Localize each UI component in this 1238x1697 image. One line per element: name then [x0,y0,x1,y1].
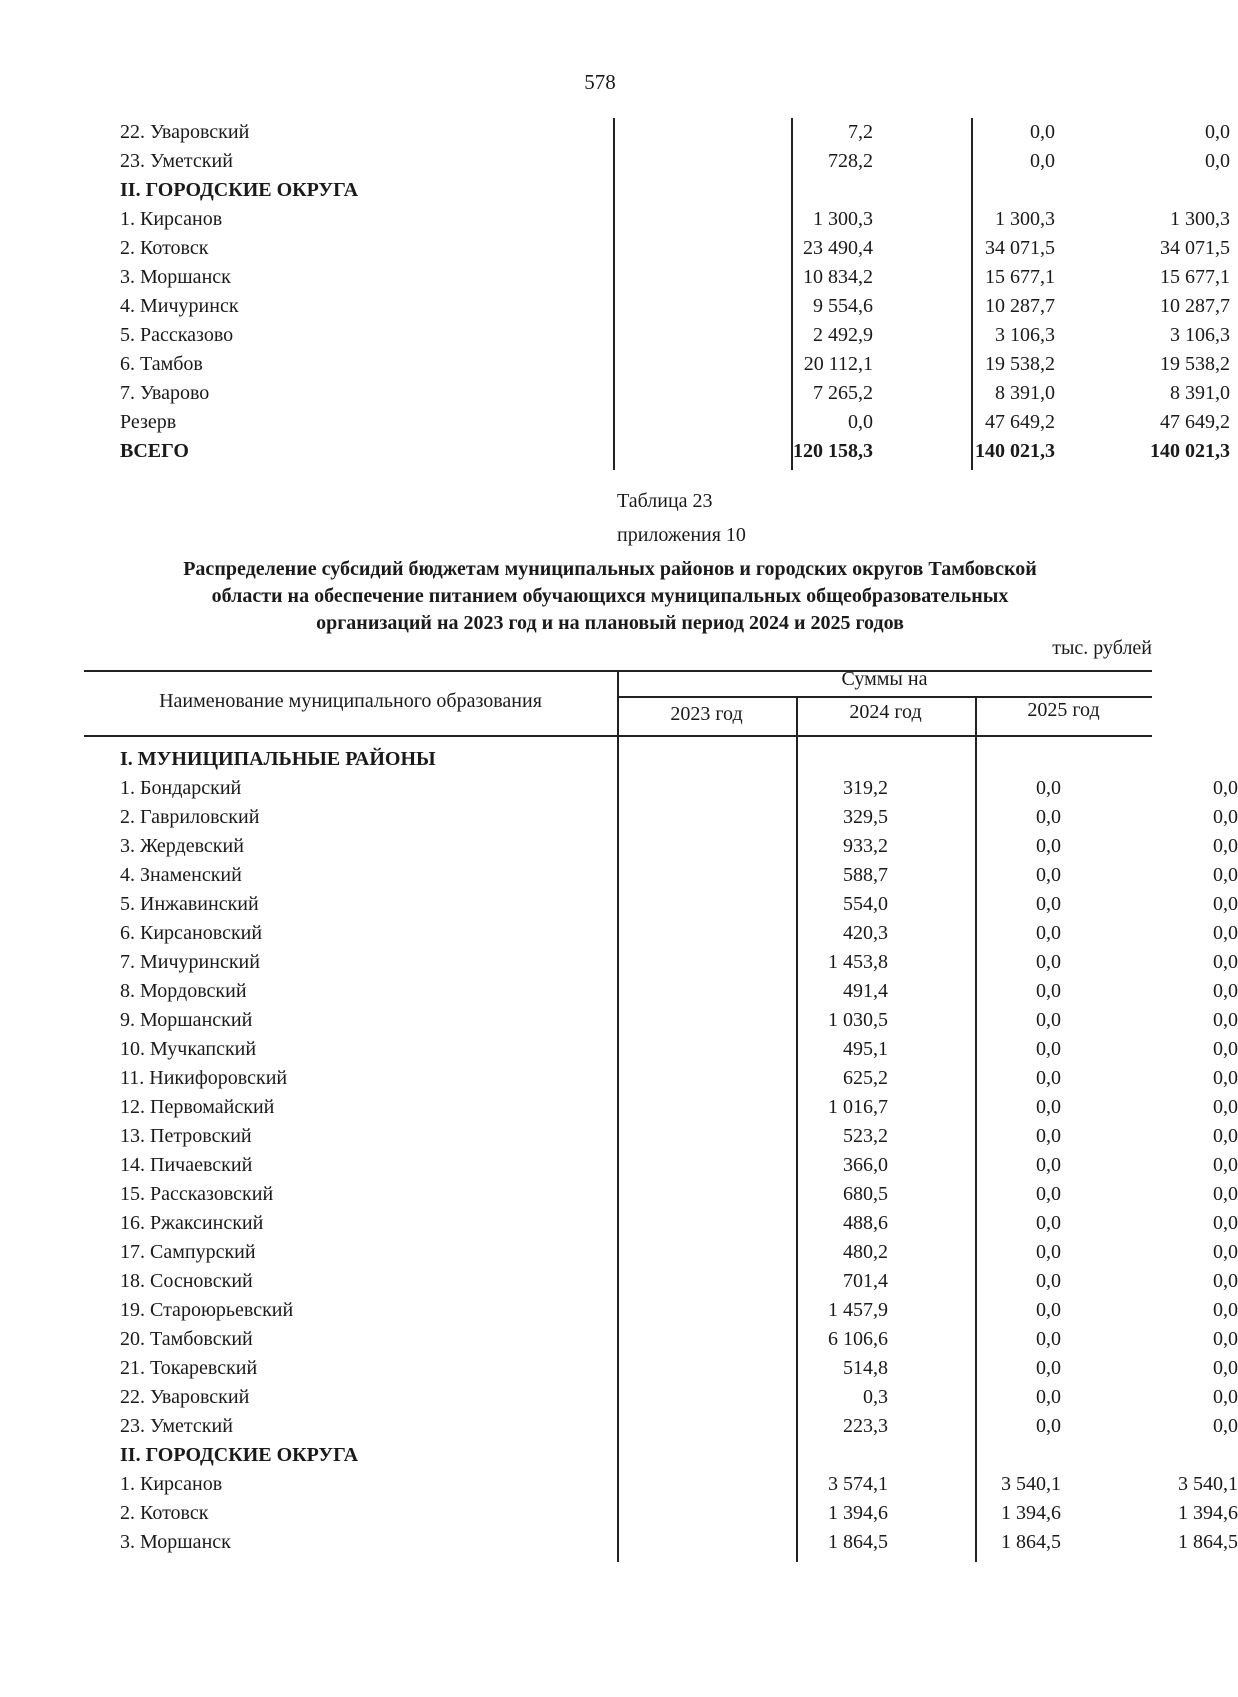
value-2024: 0,0 [1036,1328,1061,1350]
page-number: 578 [584,70,616,94]
value-2025: 0,0 [1213,1386,1238,1408]
table-row [120,861,1238,890]
row-name: 3. Моршанск [120,1531,231,1553]
table-row [120,745,1115,774]
row-name: 1. Кирсанов [120,208,223,230]
value-2025: 0,0 [1205,150,1230,172]
row-name: 7. Уварово [120,382,210,404]
row-name: 5. Рассказово [120,324,234,346]
row-name: 22. Уваровский [120,1386,250,1408]
table-row [120,205,1230,234]
table-row [120,1383,1238,1412]
table-row [120,176,1115,205]
value-2024: 0,0 [1036,1357,1061,1379]
row-name: 4. Знаменский [120,864,242,886]
value-2023: 3 574,1 [828,1473,888,1495]
subsidy-table [120,745,1238,1557]
value-2025: 19 538,2 [1160,353,1230,375]
row-name: 23. Уметский [120,1415,233,1437]
table-row [120,1412,1238,1441]
value-2023: 6 106,6 [828,1328,888,1350]
table-row [120,263,1230,292]
value-2023: 933,2 [843,835,888,857]
row-name: I. МУНИЦИПАЛЬНЫЕ РАЙОНЫ [120,748,436,770]
row-name: 1. Бондарский [120,777,242,799]
value-2023: 329,5 [843,806,888,828]
header-2023: 2023 год [670,703,743,725]
value-2025: 0,0 [1213,893,1238,915]
value-2024: 0,0 [1036,922,1061,944]
value-2025: 1 864,5 [1178,1531,1238,1553]
row-name: 6. Тамбов [120,353,203,375]
value-2025: 0,0 [1213,1241,1238,1263]
value-2023: 223,3 [843,1415,888,1437]
title-line: организаций на 2023 год и на плановый период 2024 и 2025 годов [316,612,904,634]
table-row [120,1470,1238,1499]
value-2024: 0,0 [1036,1154,1061,1176]
value-2025: 0,0 [1213,951,1238,973]
value-2025: 15 677,1 [1160,266,1230,288]
value-2024: 0,0 [1036,777,1061,799]
value-2023: 588,7 [843,864,888,886]
table-label: Таблица 23 [617,490,713,512]
value-2023: 7,2 [848,121,873,143]
value-2025: 3 106,3 [1170,324,1230,346]
value-2023: 9 554,6 [813,295,873,317]
value-2025: 10 287,7 [1160,295,1230,317]
value-2025: 1 394,6 [1178,1502,1238,1524]
value-2024: 0,0 [1036,1415,1061,1437]
header-2024: 2024 год [849,701,922,723]
value-2025: 1 300,3 [1170,208,1230,230]
value-2024: 0,0 [1036,1096,1061,1118]
row-name: 8. Мордовский [120,980,247,1002]
table-row [120,437,1230,466]
row-name: 2. Гавриловский [120,806,260,828]
table-row [120,1528,1238,1557]
value-2024: 3 106,3 [995,324,1055,346]
row-name: 7. Мичуринский [120,951,260,973]
value-2023: 1 864,5 [828,1531,888,1553]
value-2024: 1 394,6 [1001,1502,1061,1524]
value-2025: 0,0 [1213,1415,1238,1437]
table-row [120,408,1230,437]
value-2023: 554,0 [843,893,888,915]
value-2024: 8 391,0 [995,382,1055,404]
table-row [120,234,1230,263]
value-2023: 514,8 [843,1357,888,1379]
value-2025: 3 540,1 [1178,1473,1238,1495]
value-2023: 1 016,7 [828,1096,888,1118]
table-row [120,890,1238,919]
row-name: 19. Староюрьевский [120,1299,294,1321]
value-2024: 140 021,3 [975,440,1055,462]
value-2024: 0,0 [1036,980,1061,1002]
value-2024: 47 649,2 [985,411,1055,433]
value-2025: 0,0 [1213,1183,1238,1205]
value-2023: 495,1 [843,1038,888,1060]
table-row [120,1441,1115,1470]
value-2023: 366,0 [843,1154,888,1176]
value-2023: 319,2 [843,777,888,799]
value-2023: 7 265,2 [813,382,873,404]
value-2024: 0,0 [1036,1183,1061,1205]
value-2025: 0,0 [1213,1328,1238,1350]
row-name: 15. Рассказовский [120,1183,274,1205]
table-row [120,1151,1238,1180]
row-name: 17. Сампурский [120,1241,256,1263]
table-row [120,321,1230,350]
value-2023: 728,2 [828,150,873,172]
value-2025: 0,0 [1213,1067,1238,1089]
value-2023: 1 457,9 [828,1299,888,1321]
value-2023: 488,6 [843,1212,888,1234]
table-row [120,948,1238,977]
title-line: Распределение субсидий бюджетам муниципальных районов и городских округов Тамбовской [183,558,1037,580]
value-2024: 0,0 [1030,121,1055,143]
value-2023: 701,4 [843,1270,888,1292]
row-name: 13. Петровский [120,1125,252,1147]
table-row [120,832,1238,861]
value-2025: 0,0 [1213,1096,1238,1118]
table-title [120,556,1100,637]
table-row [120,1325,1238,1354]
value-2024: 0,0 [1036,1270,1061,1292]
value-2024: 0,0 [1036,864,1061,886]
value-2023: 1 453,8 [828,951,888,973]
value-2024: 0,0 [1030,150,1055,172]
value-2025: 0,0 [1205,121,1230,143]
value-2025: 8 391,0 [1170,382,1230,404]
value-2024: 1 300,3 [995,208,1055,230]
value-2024: 0,0 [1036,1125,1061,1147]
row-name: 2. Котовск [120,1502,209,1524]
row-name: ВСЕГО [120,440,189,462]
value-2025: 0,0 [1213,1299,1238,1321]
row-name: 4. Мичуринск [120,295,239,317]
value-2024: 0,0 [1036,1386,1061,1408]
table-row [120,1093,1238,1122]
value-2023: 680,5 [843,1183,888,1205]
value-2025: 0,0 [1213,806,1238,828]
value-2025: 0,0 [1213,1154,1238,1176]
value-2023: 0,0 [848,411,873,433]
value-2025: 0,0 [1213,1038,1238,1060]
row-name: 12. Первомайский [120,1096,275,1118]
row-name: 16. Ржаксинский [120,1212,264,1234]
value-2024: 15 677,1 [985,266,1055,288]
table-row [120,1122,1238,1151]
value-2024: 0,0 [1036,1038,1061,1060]
table-row [120,292,1230,321]
row-name: 2. Котовск [120,237,209,259]
value-2023: 20 112,1 [803,353,873,375]
table-row [120,803,1238,832]
value-2024: 0,0 [1036,951,1061,973]
row-name: 10. Мучкапский [120,1038,257,1060]
value-2025: 0,0 [1213,777,1238,799]
value-2025: 0,0 [1213,1212,1238,1234]
value-2023: 2 492,9 [813,324,873,346]
value-2024: 3 540,1 [1001,1473,1061,1495]
row-name: Резерв [120,411,177,433]
value-2025: 0,0 [1213,835,1238,857]
row-name: 9. Моршанский [120,1009,253,1031]
value-2024: 0,0 [1036,835,1061,857]
table-row [120,118,1230,147]
table-row [120,1064,1238,1093]
table-row [120,919,1238,948]
row-name: 18. Сосновский [120,1270,253,1292]
table-row [120,379,1230,408]
row-name: 3. Жердевский [120,835,244,857]
value-2024: 10 287,7 [985,295,1055,317]
value-2024: 0,0 [1036,1009,1061,1031]
value-2024: 0,0 [1036,1212,1061,1234]
value-2023: 120 158,3 [793,440,873,462]
value-2025: 0,0 [1213,922,1238,944]
table-row [120,1267,1238,1296]
header-name-column: Наименование муниципального образования [159,690,542,712]
table-row [120,977,1238,1006]
value-2023: 0,3 [863,1386,888,1408]
value-2025: 34 071,5 [1160,237,1230,259]
row-name: 21. Токаревский [120,1357,258,1379]
table-row [120,1354,1238,1383]
title-line: области на обеспечение питанием обучающихся муниципальных общеобразовательных [211,585,1009,607]
value-2025: 0,0 [1213,1270,1238,1292]
row-name: II. ГОРОДСКИЕ ОКРУГА [120,179,359,201]
row-name: 11. Никифоровский [120,1067,288,1089]
value-2023: 23 490,4 [803,237,873,259]
row-name: 5. Инжавинский [120,893,259,915]
table-row [120,147,1230,176]
value-2024: 34 071,5 [985,237,1055,259]
units-label: тыс. рублей [1052,637,1152,659]
value-2023: 1 394,6 [828,1502,888,1524]
value-2023: 420,3 [843,922,888,944]
row-name: 1. Кирсанов [120,1473,223,1495]
appendix-label: приложения 10 [617,524,746,546]
table-row [120,774,1238,803]
table-row [120,350,1230,379]
value-2024: 0,0 [1036,1299,1061,1321]
value-2025: 0,0 [1213,1125,1238,1147]
value-2025: 0,0 [1213,1009,1238,1031]
value-2023: 1 300,3 [813,208,873,230]
value-2023: 625,2 [843,1067,888,1089]
row-name: 14. Пичаевский [120,1154,253,1176]
value-2024: 0,0 [1036,806,1061,828]
value-2024: 1 864,5 [1001,1531,1061,1553]
table-row [120,1499,1238,1528]
value-2025: 140 021,3 [1150,440,1230,462]
value-2023: 10 834,2 [803,266,873,288]
value-2025: 0,0 [1213,864,1238,886]
value-2025: 0,0 [1213,980,1238,1002]
value-2024: 0,0 [1036,1067,1061,1089]
value-2025: 0,0 [1213,1357,1238,1379]
table-row [120,1035,1238,1064]
value-2023: 480,2 [843,1241,888,1263]
value-2023: 491,4 [843,980,888,1002]
row-name: 22. Уваровский [120,121,250,143]
table-row [120,1006,1238,1035]
table-row [120,1209,1238,1238]
value-2023: 523,2 [843,1125,888,1147]
row-name: 23. Уметский [120,150,233,172]
value-2023: 1 030,5 [828,1009,888,1031]
header-2025: 2025 год [1027,699,1100,721]
value-2024: 0,0 [1036,1241,1061,1263]
header-sums: Суммы на [841,668,928,690]
row-name: 3. Моршанск [120,266,231,288]
table-row [120,1180,1238,1209]
table-row [120,1296,1238,1325]
value-2024: 0,0 [1036,893,1061,915]
continuation-table [120,118,1230,466]
row-name: 6. Кирсановский [120,922,263,944]
row-name: 20. Тамбовский [120,1328,253,1350]
value-2024: 19 538,2 [985,353,1055,375]
sums-rule [617,696,1152,698]
row-name: II. ГОРОДСКИЕ ОКРУГА [120,1444,359,1466]
table-row [120,1238,1238,1267]
value-2025: 47 649,2 [1160,411,1230,433]
